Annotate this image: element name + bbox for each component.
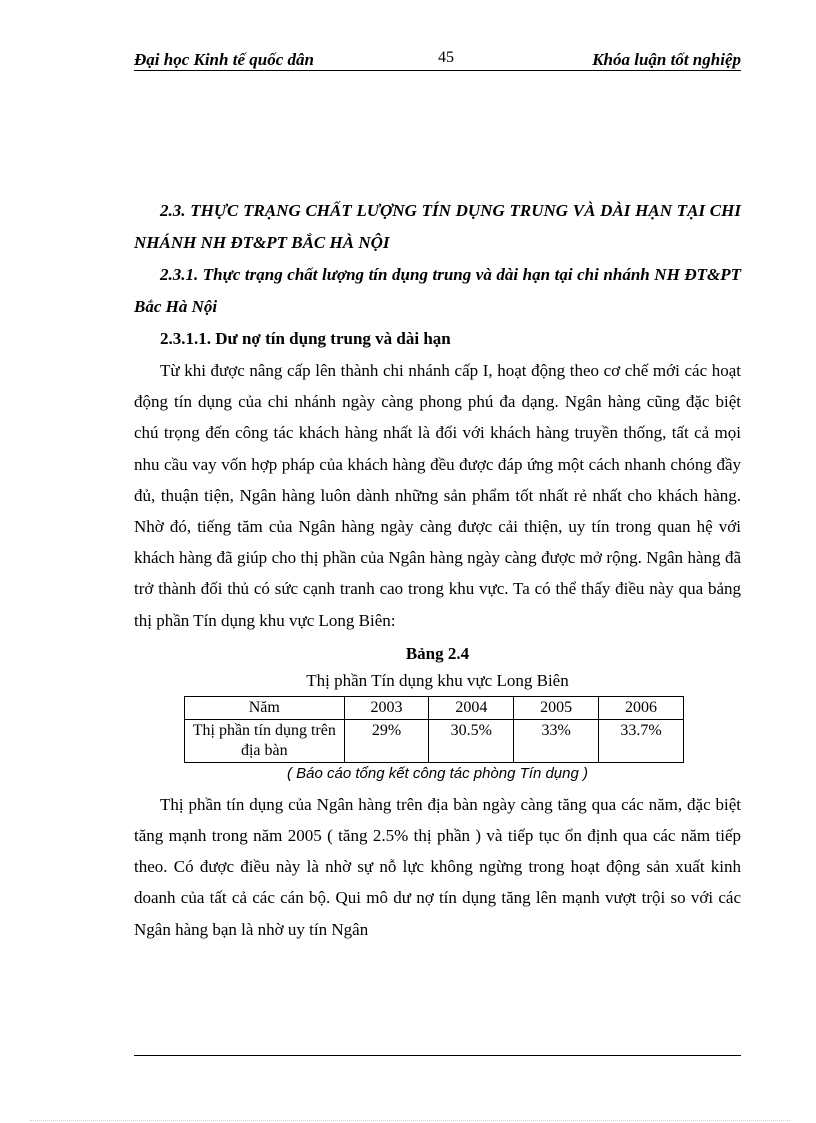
subsection-heading: 2.3.1. Thực trạng chất lượng tín dụng trung và dài hạn tại chi nhánh NH ĐT&PT Bắc Hà Nội — [134, 265, 741, 316]
section-heading: 2.3. THỰC TRẠNG CHẤT LƯỢNG TÍN DỤNG TRUNG VÀ DÀI HẠN TẠI CHI NHÁNH NH ĐT&PT BẮC HÀ NỘI — [134, 201, 741, 252]
market-share-table — [184, 696, 684, 763]
table-header-cell: 2005 — [514, 696, 599, 719]
table-row-label: Thị phần tín dụng trên địa bàn — [185, 719, 345, 762]
footer-divider — [134, 1055, 741, 1056]
table-source: ( Báo cáo tổng kết công tác phòng Tín dụng ) — [286, 764, 589, 782]
table-header-cell: 2004 — [429, 696, 514, 719]
page-header — [134, 48, 741, 71]
table-subtitle: Thị phần Tín dụng khu vực Long Biên — [306, 670, 569, 690]
table-header-row — [185, 696, 684, 719]
table-title: Bảng 2.4 — [405, 643, 470, 663]
table-cell: 33% — [514, 719, 599, 762]
table-cell: 29% — [344, 719, 429, 762]
page-content — [134, 195, 741, 945]
table-cell: 30.5% — [429, 719, 514, 762]
table-cell: 33.7% — [599, 719, 684, 762]
table-header-cell: Năm — [185, 696, 345, 719]
page-number: 45 — [438, 49, 454, 66]
header-university: Đại học Kinh tế quốc dân — [134, 50, 314, 69]
table-header-cell: 2003 — [344, 696, 429, 719]
page-bottom-dotted-line — [30, 1120, 790, 1121]
table-row — [185, 719, 684, 762]
table-header-cell: 2006 — [599, 696, 684, 719]
paragraph-1: Từ khi được nâng cấp lên thành chi nhánh cấp I, hoạt động theo cơ chế mới các hoạt động tín dụng của chi nhánh ngày càng phong phú đa dạng. Ngân hàng cũng đặc biệt chú trọng đến công tác khách hàng nhất là đối với khách hàng truyền thống, tất cả mọi nhu cầu vay vốn hợp pháp của khách hàng đều được đáp ứng một cách nhanh chóng đầy đủ, thuận tiện, Ngân hàng luôn dành những sản phẩm tốt nhất rẻ nhất cho khách hàng. Nhờ đó, tiếng tăm của Ngân hàng ngày càng được cải thiện, uy tín trong quan hệ với khách hàng đã giúp cho thị phần của Ngân hàng ngày càng được mở rộng. Ngân hàng đã trở thành đối thủ có sức cạnh tranh cao trong khu vực. Ta có thể thấy điều này qua bảng thị phần Tín dụng khu vực Long Biên: — [134, 361, 741, 630]
paragraph-2: Thị phần tín dụng của Ngân hàng trên địa bàn ngày càng tăng qua các năm, đặc biệt tăng mạnh trong năm 2005 ( tăng 2.5% thị phần ) và tiếp tục ổn định qua các năm tiếp theo. Có được điều này là nhờ sự nỗ lực không ngừng trong hoạt động sản xuất kinh doanh của tất cả các cán bộ. Qui mô dư nợ tín dụng tăng lên mạnh vượt trội so với các Ngân hàng bạn là nhờ uy tín Ngân — [134, 794, 741, 939]
header-thesis-title: Khóa luận tốt nghiệp — [592, 50, 741, 69]
subsubsection-heading: 2.3.1.1. Dư nợ tín dụng trung và dài hạn — [160, 329, 451, 348]
